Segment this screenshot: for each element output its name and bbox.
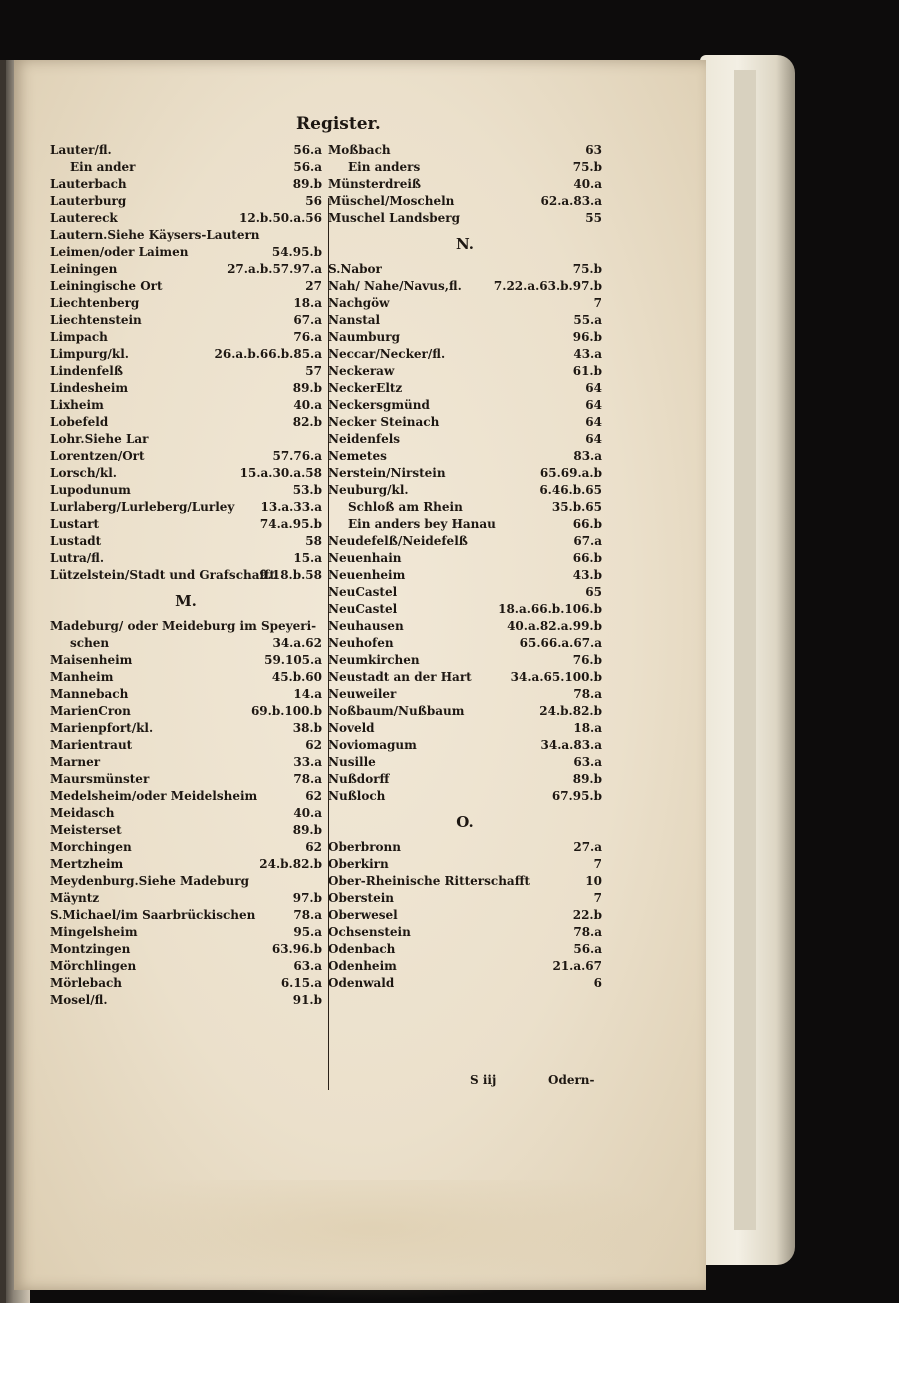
index-page-ref: 78.a (293, 908, 322, 922)
index-page-ref: 38.b (292, 721, 322, 735)
index-page-ref: 15.a (293, 551, 322, 565)
index-page-ref: 63 (585, 143, 602, 157)
index-entry (50, 261, 322, 278)
index-term: Naumburg (328, 330, 400, 344)
index-term: Meidasch (50, 806, 115, 820)
index-term: Meydenburg.Siehe Madeburg (50, 874, 249, 888)
index-term: Manheim (50, 670, 114, 684)
index-page-ref: 55 (585, 211, 602, 225)
index-page-ref: 34.a.65.100.b (510, 670, 602, 684)
index-entry (50, 890, 322, 907)
index-entry (50, 448, 322, 465)
index-entry (328, 941, 602, 958)
index-term: Lixheim (50, 398, 104, 412)
index-entry (328, 465, 602, 482)
index-entry (50, 142, 322, 159)
index-page-ref: 18.a (573, 721, 602, 735)
index-entry (328, 873, 602, 890)
index-term: Mertzheim (50, 857, 124, 871)
index-term: NeckerEltz (328, 381, 403, 395)
index-page-ref: 91.b (292, 993, 322, 1007)
index-term: Oberwesel (328, 908, 398, 922)
index-entry (50, 176, 322, 193)
index-entry (328, 346, 602, 363)
index-entry (50, 737, 322, 754)
index-page-ref: 56.a (573, 942, 602, 956)
index-term: Medelsheim/oder Meidelsheim (50, 789, 258, 803)
index-term: Nemetes (328, 449, 387, 463)
index-term: Lohr.Siehe Lar (50, 432, 149, 446)
index-term: Lorsch/kl. (50, 466, 117, 480)
index-page-ref: 57.76.a (272, 449, 322, 463)
index-term: Morchingen (50, 840, 132, 854)
index-page-ref: 40.a (573, 177, 602, 191)
index-term: Ein anders bey Hanau (348, 517, 496, 531)
index-term: Lorentzen/Ort (50, 449, 145, 463)
index-entry (50, 346, 322, 363)
index-term: Nußdorff (328, 772, 390, 786)
index-page-ref: 35.b.65 (551, 500, 602, 514)
index-page-ref: 40.a (293, 398, 322, 412)
index-term: Lautereck (50, 211, 118, 225)
index-entry (50, 363, 322, 380)
index-entry (50, 618, 322, 635)
index-page-ref: 67.a (293, 313, 322, 327)
index-page-ref: 57 (305, 364, 322, 378)
index-page-ref: 58 (305, 534, 322, 548)
index-entry (50, 754, 322, 771)
index-page-ref: 74.a.95.b (259, 517, 322, 531)
index-entry (328, 159, 602, 176)
index-entry (328, 550, 602, 567)
index-entry (50, 771, 322, 788)
index-term: S.Michael/im Saarbrückischen (50, 908, 256, 922)
index-page-ref: 43.b (572, 568, 602, 582)
index-term: Lauterbach (50, 177, 127, 191)
index-term: Ochsenstein (328, 925, 411, 939)
index-page-ref: 82.b (292, 415, 322, 429)
index-entry (328, 635, 602, 652)
catchword: Odern- (548, 1073, 595, 1087)
index-term: Necker Steinach (328, 415, 440, 429)
index-entry (328, 142, 602, 159)
index-entry (50, 839, 322, 856)
index-page-ref: 56 (305, 194, 322, 208)
index-term: Leimen/oder Laimen (50, 245, 189, 259)
index-entry (50, 805, 322, 822)
index-term: NeuCastel (328, 602, 398, 616)
index-page-ref: 22.b (572, 908, 602, 922)
index-term: Lobefeld (50, 415, 109, 429)
index-term: Neccar/Necker/fl. (328, 347, 446, 361)
index-page-ref: 63.96.b (271, 942, 322, 956)
index-term: Neckersgmünd (328, 398, 430, 412)
index-entry (50, 329, 322, 346)
index-entry (328, 601, 602, 618)
index-entry (328, 414, 602, 431)
index-page-ref: 27 (305, 279, 322, 293)
index-entry (328, 924, 602, 941)
index-page-ref: 64 (585, 381, 602, 395)
index-page-ref: 66.b (572, 551, 602, 565)
index-entry (50, 720, 322, 737)
index-page-ref: 67.95.b (551, 789, 602, 803)
index-page-ref: 63.a (293, 959, 322, 973)
section-letter: O. (456, 813, 474, 831)
index-entry (328, 856, 602, 873)
index-entry (328, 482, 602, 499)
index-page-ref: 64 (585, 398, 602, 412)
index-page-ref: 75.b (572, 262, 602, 276)
index-page-ref: 18.a.66.b.106.b (498, 602, 602, 616)
index-entry (328, 754, 602, 771)
index-term: Schloß am Rhein (348, 500, 463, 514)
index-term: Limpurg/kl. (50, 347, 129, 361)
index-page-ref: 56.a (293, 143, 322, 157)
index-term: Nusille (328, 755, 376, 769)
index-term: Leiningische Ort (50, 279, 163, 293)
index-entry (50, 227, 322, 244)
index-entry (50, 992, 322, 1009)
index-term: Lupodunum (50, 483, 131, 497)
index-page-ref: 83.a (573, 449, 602, 463)
index-entry (328, 584, 602, 601)
index-entry (50, 550, 322, 567)
index-term: Mingelsheim (50, 925, 138, 939)
index-page-ref: 40.a (293, 806, 322, 820)
index-entry (50, 533, 322, 550)
page-header: Register. (296, 114, 381, 134)
section-letter: M. (175, 592, 197, 610)
index-page-ref: 96.b (572, 330, 602, 344)
index-page-ref: 18.a (293, 296, 322, 310)
index-entry (50, 567, 322, 584)
index-entry (328, 839, 602, 856)
index-term: Lindenfelß (50, 364, 123, 378)
index-page-ref: 27.a (573, 840, 602, 854)
index-term: Neuburg/kl. (328, 483, 409, 497)
index-page-ref: 78.a (573, 687, 602, 701)
index-term: Neumkirchen (328, 653, 420, 667)
index-page-ref: 59.105.a (264, 653, 322, 667)
index-entry (328, 193, 602, 210)
index-term: Neudefelß/Neidefelß (328, 534, 468, 548)
index-page-ref: 45.b.60 (271, 670, 322, 684)
index-term: Marienpfort/kl. (50, 721, 154, 735)
index-page-ref: 56.a (293, 160, 322, 174)
index-page-ref: 33.a (293, 755, 322, 769)
index-page-ref: 21.a.67 (552, 959, 602, 973)
index-entry (50, 958, 322, 975)
index-page-ref: 69.b.100.b (250, 704, 322, 718)
index-entry (328, 686, 602, 703)
index-term: Lauterburg (50, 194, 127, 208)
index-term: Odenbach (328, 942, 396, 956)
paper-stain (74, 1180, 674, 1300)
index-page-ref: 78.a (573, 925, 602, 939)
index-term: NeuCastel (328, 585, 398, 599)
index-term: Noßbaum/Nußbaum (328, 704, 465, 718)
index-term: Ein anders (348, 160, 421, 174)
index-entry (50, 669, 322, 686)
index-term: Nerstein/Nirstein (328, 466, 446, 480)
index-term: Neckeraw (328, 364, 395, 378)
index-page-ref: 62 (305, 738, 322, 752)
index-page-ref: 64 (585, 432, 602, 446)
signature-mark: S iij (470, 1073, 497, 1087)
index-term: Mörlebach (50, 976, 122, 990)
index-term: Limpach (50, 330, 108, 344)
index-entry (50, 703, 322, 720)
index-term: S.Nabor (328, 262, 382, 276)
index-term: Nah/ Nahe/Navus,fl. (328, 279, 462, 293)
index-page-ref: 66.b (572, 517, 602, 531)
index-page-ref: 24.b.82.b (259, 857, 322, 871)
index-term: Liechtenberg (50, 296, 140, 310)
index-term: Neuhofen (328, 636, 394, 650)
index-page-ref: 40.a.82.a.99.b (507, 619, 602, 633)
index-term: Nanstal (328, 313, 381, 327)
index-term: Münsterdreiß (328, 177, 422, 191)
index-entry (50, 873, 322, 890)
index-term: Neuhausen (328, 619, 404, 633)
index-term: Oberbronn (328, 840, 401, 854)
index-term: schen (70, 636, 110, 650)
index-page-ref: 65 (585, 585, 602, 599)
index-entry (328, 295, 602, 312)
index-entry (328, 669, 602, 686)
index-page-ref: 55.a (573, 313, 602, 327)
index-entry (328, 312, 602, 329)
index-entry (328, 210, 602, 227)
index-term: Lauter/fl. (50, 143, 112, 157)
index-term: Marientraut (50, 738, 133, 752)
index-entry (328, 890, 602, 907)
index-term: Mosel/fl. (50, 993, 108, 1007)
index-entry (50, 465, 322, 482)
index-page-ref: 89.b (292, 823, 322, 837)
index-page-ref: 76.a (293, 330, 322, 344)
index-entry (50, 295, 322, 312)
index-entry (328, 431, 602, 448)
index-page-ref: 76.b (572, 653, 602, 667)
index-page-ref: 10 (585, 874, 602, 888)
index-entry (50, 941, 322, 958)
index-term: Mäyntz (50, 891, 100, 905)
index-entry (328, 720, 602, 737)
index-entry (50, 380, 322, 397)
index-entry (328, 533, 602, 550)
index-page-ref: 12.b.50.a.56 (239, 211, 322, 225)
index-entry (328, 907, 602, 924)
index-term: Moßbach (328, 143, 391, 157)
index-page-ref: 78.a (293, 772, 322, 786)
index-term: Mörchlingen (50, 959, 137, 973)
index-entry (328, 567, 602, 584)
index-entry (50, 397, 322, 414)
index-page-ref: 63.a (573, 755, 602, 769)
index-term: Lustadt (50, 534, 102, 548)
index-entry (328, 363, 602, 380)
index-entry (50, 244, 322, 261)
index-entry (328, 771, 602, 788)
index-entry (328, 176, 602, 193)
index-entry (328, 703, 602, 720)
index-term: Ober-Rheinische Ritterschafft (328, 874, 531, 888)
index-entry (328, 380, 602, 397)
book-cover-fold (734, 70, 756, 1230)
index-page-ref: 13.a.33.a (260, 500, 322, 514)
index-page-ref: 24.b.82.b (539, 704, 602, 718)
index-term: Lutra/fl. (50, 551, 105, 565)
index-entry (328, 737, 602, 754)
index-page-ref: 62.a.83.a (540, 194, 602, 208)
index-term: Montzingen (50, 942, 131, 956)
index-term: Muschel Landsberg (328, 211, 460, 225)
index-entry (50, 193, 322, 210)
index-page-ref: 6.46.b.65 (539, 483, 602, 497)
index-entry (50, 159, 322, 176)
index-term: Neuweiler (328, 687, 397, 701)
index-entry (50, 652, 322, 669)
index-entry (328, 788, 602, 805)
index-column-left (50, 142, 322, 1009)
index-page-ref: 27.a.b.57.97.a (227, 262, 322, 276)
index-entry (50, 686, 322, 703)
index-page-ref: 67.a (573, 534, 602, 548)
index-entry (50, 499, 322, 516)
index-term: Noviomagum (328, 738, 417, 752)
index-term: Leiningen (50, 262, 118, 276)
index-term: Lustart (50, 517, 100, 531)
index-entry (50, 975, 322, 992)
index-term: Neidenfels (328, 432, 401, 446)
index-page-ref: 89.b (292, 381, 322, 395)
index-term: Maursmünster (50, 772, 150, 786)
section-letter: N. (456, 235, 474, 253)
index-page-ref: 62 (305, 840, 322, 854)
index-entry (50, 278, 322, 295)
index-page-ref: 34.a.83.a (540, 738, 602, 752)
index-page-ref: 15.a.30.a.58 (239, 466, 322, 480)
index-term: Madeburg/ oder Meideburg im Speyeri- (50, 619, 317, 633)
index-term: Liechtenstein (50, 313, 142, 327)
index-entry (328, 397, 602, 414)
index-page-ref: 89.b (292, 177, 322, 191)
index-entry (328, 499, 602, 516)
index-entry (50, 516, 322, 533)
index-term: Müschel/Moscheln (328, 194, 455, 208)
index-page-ref: 7 (593, 857, 602, 871)
index-page-ref: 7 (593, 296, 602, 310)
index-term: Lützelstein/Stadt und Grafschafft (50, 568, 275, 582)
index-term: Ein ander (70, 160, 136, 174)
index-term: Nußloch (328, 789, 386, 803)
index-page-ref: 6.15.a (280, 976, 322, 990)
index-term: Mannebach (50, 687, 129, 701)
index-term: Marner (50, 755, 101, 769)
index-term: Maisenheim (50, 653, 133, 667)
index-entry (50, 924, 322, 941)
index-entry (328, 278, 602, 295)
index-entry (328, 618, 602, 635)
index-entry (50, 414, 322, 431)
index-term: MarienCron (50, 704, 131, 718)
index-page-ref: 62 (305, 789, 322, 803)
index-entry (50, 822, 322, 839)
index-page-ref: 61.b (572, 364, 602, 378)
index-page-ref: 43.a (573, 347, 602, 361)
index-page-ref: 26.a.b.66.b.85.a (214, 347, 322, 361)
index-entry (328, 958, 602, 975)
index-entry (50, 856, 322, 873)
index-entry (50, 431, 322, 448)
index-page-ref: 75.b (572, 160, 602, 174)
index-entry (50, 482, 322, 499)
index-page-ref: 89.b (572, 772, 602, 786)
index-page-ref: 34.a.62 (272, 636, 322, 650)
index-page-ref: 6 (593, 976, 602, 990)
index-entry (50, 312, 322, 329)
index-term: Neustadt an der Hart (328, 670, 472, 684)
index-entry (328, 975, 602, 992)
index-page-ref: 7.22.a.63.b.97.b (493, 279, 602, 293)
index-entry (50, 788, 322, 805)
index-term: Odenheim (328, 959, 397, 973)
index-page-ref: 14.a (293, 687, 322, 701)
index-term: Odenwald (328, 976, 395, 990)
index-page-ref: 64 (585, 415, 602, 429)
index-term: Nachgöw (328, 296, 390, 310)
index-page-ref: 54.95.b (271, 245, 322, 259)
index-page-ref: 97.b (292, 891, 322, 905)
index-entry (328, 448, 602, 465)
index-column-right (328, 142, 602, 992)
index-entry (50, 907, 322, 924)
book-binding (0, 60, 6, 1303)
index-term: Lautern.Siehe Käysers-Lautern (50, 228, 260, 242)
index-page-ref: 7 (593, 891, 602, 905)
index-entry (328, 516, 602, 533)
index-entry (328, 652, 602, 669)
index-term: Neuenhain (328, 551, 402, 565)
index-entry (328, 261, 602, 278)
index-term: Lindesheim (50, 381, 129, 395)
index-entry (328, 329, 602, 346)
index-page-ref: 65.69.a.b (539, 466, 602, 480)
index-term: Oberkirn (328, 857, 389, 871)
index-term: Meisterset (50, 823, 122, 837)
index-term: Noveld (328, 721, 375, 735)
index-term: Oberstein (328, 891, 395, 905)
index-page-ref: 65.66.a.67.a (519, 636, 602, 650)
index-page-ref: 95.a (293, 925, 322, 939)
index-entry (50, 635, 322, 652)
index-page-ref: 9.18.b.58 (259, 568, 322, 582)
index-term: Neuenheim (328, 568, 406, 582)
index-page-ref: 53.b (292, 483, 322, 497)
index-entry (50, 210, 322, 227)
index-term: Lurlaberg/Lurleberg/Lurley (50, 500, 235, 514)
